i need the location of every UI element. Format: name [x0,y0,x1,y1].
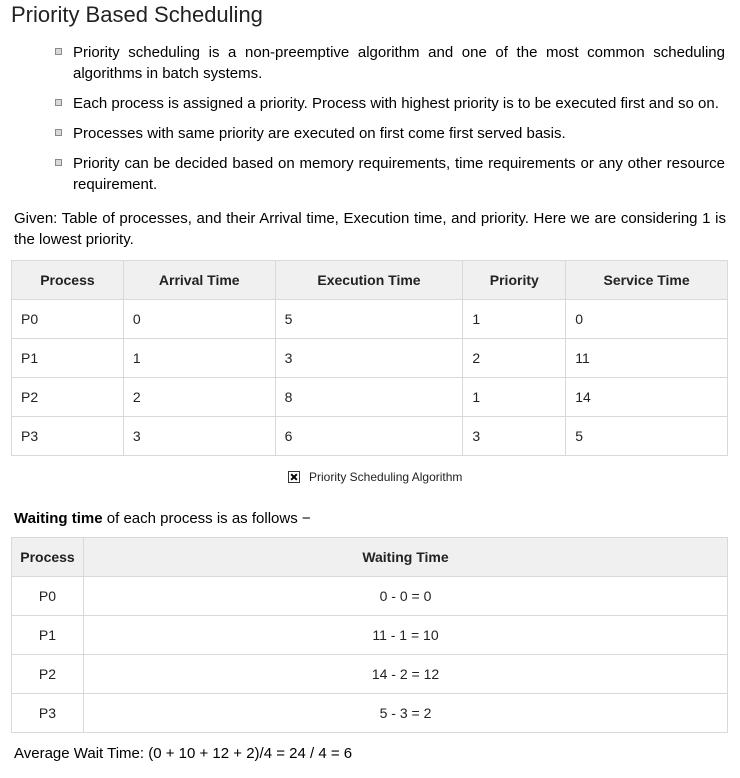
table-row [12,616,728,655]
square-bullet-icon [55,129,62,136]
cell-service: 11 [566,339,728,378]
table-header-row [12,538,728,577]
list-item [0,123,740,144]
table-row [12,694,728,733]
cell-priority: 2 [463,339,566,378]
cell-process: P0 [12,300,124,339]
broken-image-caption [288,470,462,484]
cell-process: P0 [12,577,84,616]
header-arrival-time: Arrival Time [123,261,275,300]
cell-service: 5 [566,417,728,456]
cell-process: P2 [12,378,124,417]
waiting-time-bold: Waiting time [14,510,103,527]
waiting-time-rest: of each process is as follows − [102,510,311,527]
bullet-text: Priority scheduling is a non-preemptive algorithm and one of the most common scheduling algorithms in batch systems. [73,44,725,82]
list-item [0,93,740,114]
broken-image-icon [288,471,300,483]
cell-priority: 1 [463,300,566,339]
cell-arrival: 3 [123,417,275,456]
list-item [0,153,740,195]
square-bullet-icon [55,99,62,106]
bullet-list [0,42,740,204]
table-row [12,577,728,616]
process-table [11,260,728,456]
cell-execution: 8 [275,378,463,417]
cell-arrival: 0 [123,300,275,339]
header-process: Process [12,261,124,300]
cell-process: P3 [12,694,84,733]
page-title: Priority Based Scheduling [11,2,263,27]
given-paragraph: Given: Table of processes, and their Arrival time, Execution time, and priority. Here we are considering 1 is the lowest priority. [14,210,726,248]
header-process: Process [12,538,84,577]
square-bullet-icon [55,48,62,55]
cell-execution: 3 [275,339,463,378]
table-row [12,655,728,694]
cell-process: P1 [12,339,124,378]
cell-waiting: 0 - 0 = 0 [83,577,727,616]
list-item [0,42,740,84]
average-wait-time: Average Wait Time: (0 + 10 + 12 + 2)/4 = 24 / 4 = 6 [14,745,353,762]
waiting-time-intro [14,508,311,529]
cell-execution: 5 [275,300,463,339]
header-priority: Priority [463,261,566,300]
cell-waiting: 14 - 2 = 12 [83,655,727,694]
image-alt-text: Priority Scheduling Algorithm [309,470,463,484]
header-execution-time: Execution Time [275,261,463,300]
table-row [12,378,728,417]
table-row [12,300,728,339]
cell-waiting: 11 - 1 = 10 [83,616,727,655]
cell-process: P2 [12,655,84,694]
cell-process: P3 [12,417,124,456]
cell-arrival: 1 [123,339,275,378]
cell-priority: 3 [463,417,566,456]
bullet-text: Processes with same priority are executed on first come first served basis. [73,125,566,142]
cell-arrival: 2 [123,378,275,417]
cell-service: 14 [566,378,728,417]
cell-execution: 6 [275,417,463,456]
waiting-time-table [11,537,728,733]
bullet-text: Each process is assigned a priority. Process with highest priority is to be executed first and so on. [73,95,719,112]
table-row [12,339,728,378]
cell-waiting: 5 - 3 = 2 [83,694,727,733]
header-waiting-time: Waiting Time [83,538,727,577]
cell-service: 0 [566,300,728,339]
square-bullet-icon [55,159,62,166]
header-service-time: Service Time [566,261,728,300]
bullet-text: Priority can be decided based on memory requirements, time requirements or any other resource requirement. [73,155,725,193]
cell-process: P1 [12,616,84,655]
table-row [12,417,728,456]
cell-priority: 1 [463,378,566,417]
table-header-row [12,261,728,300]
